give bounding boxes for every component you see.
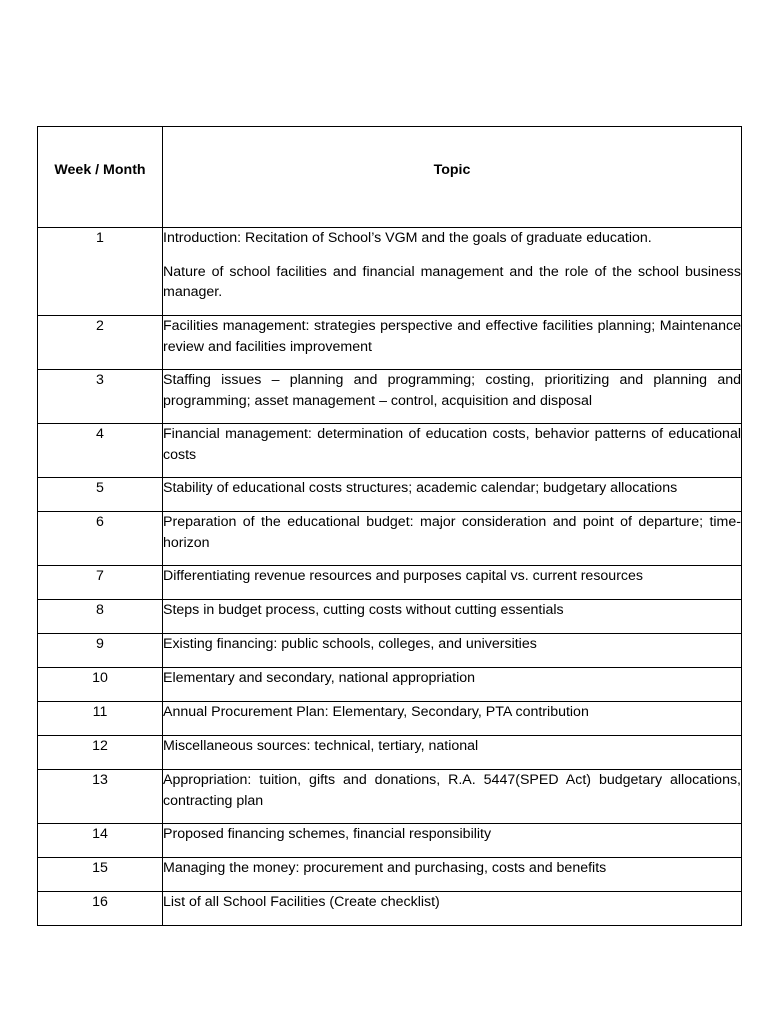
topic-text: Miscellaneous sources: technical, tertiary, national: [163, 738, 479, 754]
week-cell: 13: [38, 770, 163, 824]
topic-text: Facilities management: strategies perspective and effective facilities planning; Maintenance review and facilities improvement: [163, 318, 741, 355]
week-cell: 7: [38, 566, 163, 600]
week-cell: 15: [38, 858, 163, 892]
week-cell: 16: [38, 892, 163, 926]
week-month-header: Week / Month: [38, 127, 163, 228]
table-row: [38, 424, 742, 478]
topic-cell: [163, 512, 742, 566]
table-row: [38, 228, 742, 316]
topic-text: Appropriation: tuition, gifts and donations, R.A. 5447(SPED Act) budgetary allocations, contracting plan: [163, 772, 741, 809]
topic-cell: [163, 316, 742, 370]
table-row: [38, 736, 742, 770]
week-cell: 8: [38, 600, 163, 634]
topic-text: Differentiating revenue resources and purposes capital vs. current resources: [163, 568, 643, 584]
table-row: [38, 316, 742, 370]
topic-text: Stability of educational costs structures; academic calendar; budgetary allocations: [163, 480, 678, 496]
topic-text: Managing the money: procurement and purchasing, costs and benefits: [163, 860, 607, 876]
week-cell: 9: [38, 634, 163, 668]
week-cell: 6: [38, 512, 163, 566]
topic-text: Proposed financing schemes, financial responsibility: [163, 826, 492, 842]
topic-cell: [163, 770, 742, 824]
topic-cell: [163, 702, 742, 736]
table-row: [38, 478, 742, 512]
topic-text: Annual Procurement Plan: Elementary, Secondary, PTA contribution: [163, 704, 589, 720]
table-row: [38, 892, 742, 926]
week-cell: 5: [38, 478, 163, 512]
table-row: [38, 770, 742, 824]
table-row: [38, 370, 742, 424]
week-cell: 2: [38, 316, 163, 370]
topic-cell: [163, 892, 742, 926]
table-row: [38, 858, 742, 892]
header-row: [38, 127, 742, 228]
week-cell: 11: [38, 702, 163, 736]
table-row: [38, 512, 742, 566]
table-row: [38, 634, 742, 668]
topic-text: List of all School Facilities (Create checklist): [163, 894, 440, 910]
topic-cell: [163, 228, 742, 316]
topic-text: Elementary and secondary, national appropriation: [163, 670, 476, 686]
topic-header: Topic: [163, 127, 742, 228]
topic-cell: [163, 858, 742, 892]
topic-text: Preparation of the educational budget: major consideration and point of departure; time-horizon: [163, 514, 741, 551]
topic-text: Steps in budget process, cutting costs without cutting essentials: [163, 602, 564, 618]
topic-text: Existing financing: public schools, colleges, and universities: [163, 636, 537, 652]
week-cell: 14: [38, 824, 163, 858]
topic-cell: [163, 600, 742, 634]
topic-cell: [163, 566, 742, 600]
table-row: [38, 600, 742, 634]
schedule-table: [37, 126, 742, 926]
table-row: [38, 566, 742, 600]
table-row: [38, 824, 742, 858]
topic-text: Financial management: determination of education costs, behavior patterns of educational costs: [163, 426, 741, 463]
week-cell: 3: [38, 370, 163, 424]
week-cell: 1: [38, 228, 163, 316]
topic-text: Nature of school facilities and financial management and the role of the school business manager.: [163, 263, 741, 300]
topic-cell: [163, 668, 742, 702]
week-cell: 12: [38, 736, 163, 770]
topic-text: Introduction: Recitation of School’s VGM and the goals of graduate education.: [163, 230, 652, 246]
topic-cell: [163, 824, 742, 858]
topic-cell: [163, 736, 742, 770]
topic-cell: [163, 370, 742, 424]
topic-cell: [163, 424, 742, 478]
topic-text: Staffing issues – planning and programming; costing, prioritizing and planning and programming; asset management – control, acquisition and disposal: [163, 372, 741, 409]
topic-cell: [163, 478, 742, 512]
week-cell: 10: [38, 668, 163, 702]
table-row: [38, 668, 742, 702]
topic-cell: [163, 634, 742, 668]
table-row: [38, 702, 742, 736]
week-cell: 4: [38, 424, 163, 478]
